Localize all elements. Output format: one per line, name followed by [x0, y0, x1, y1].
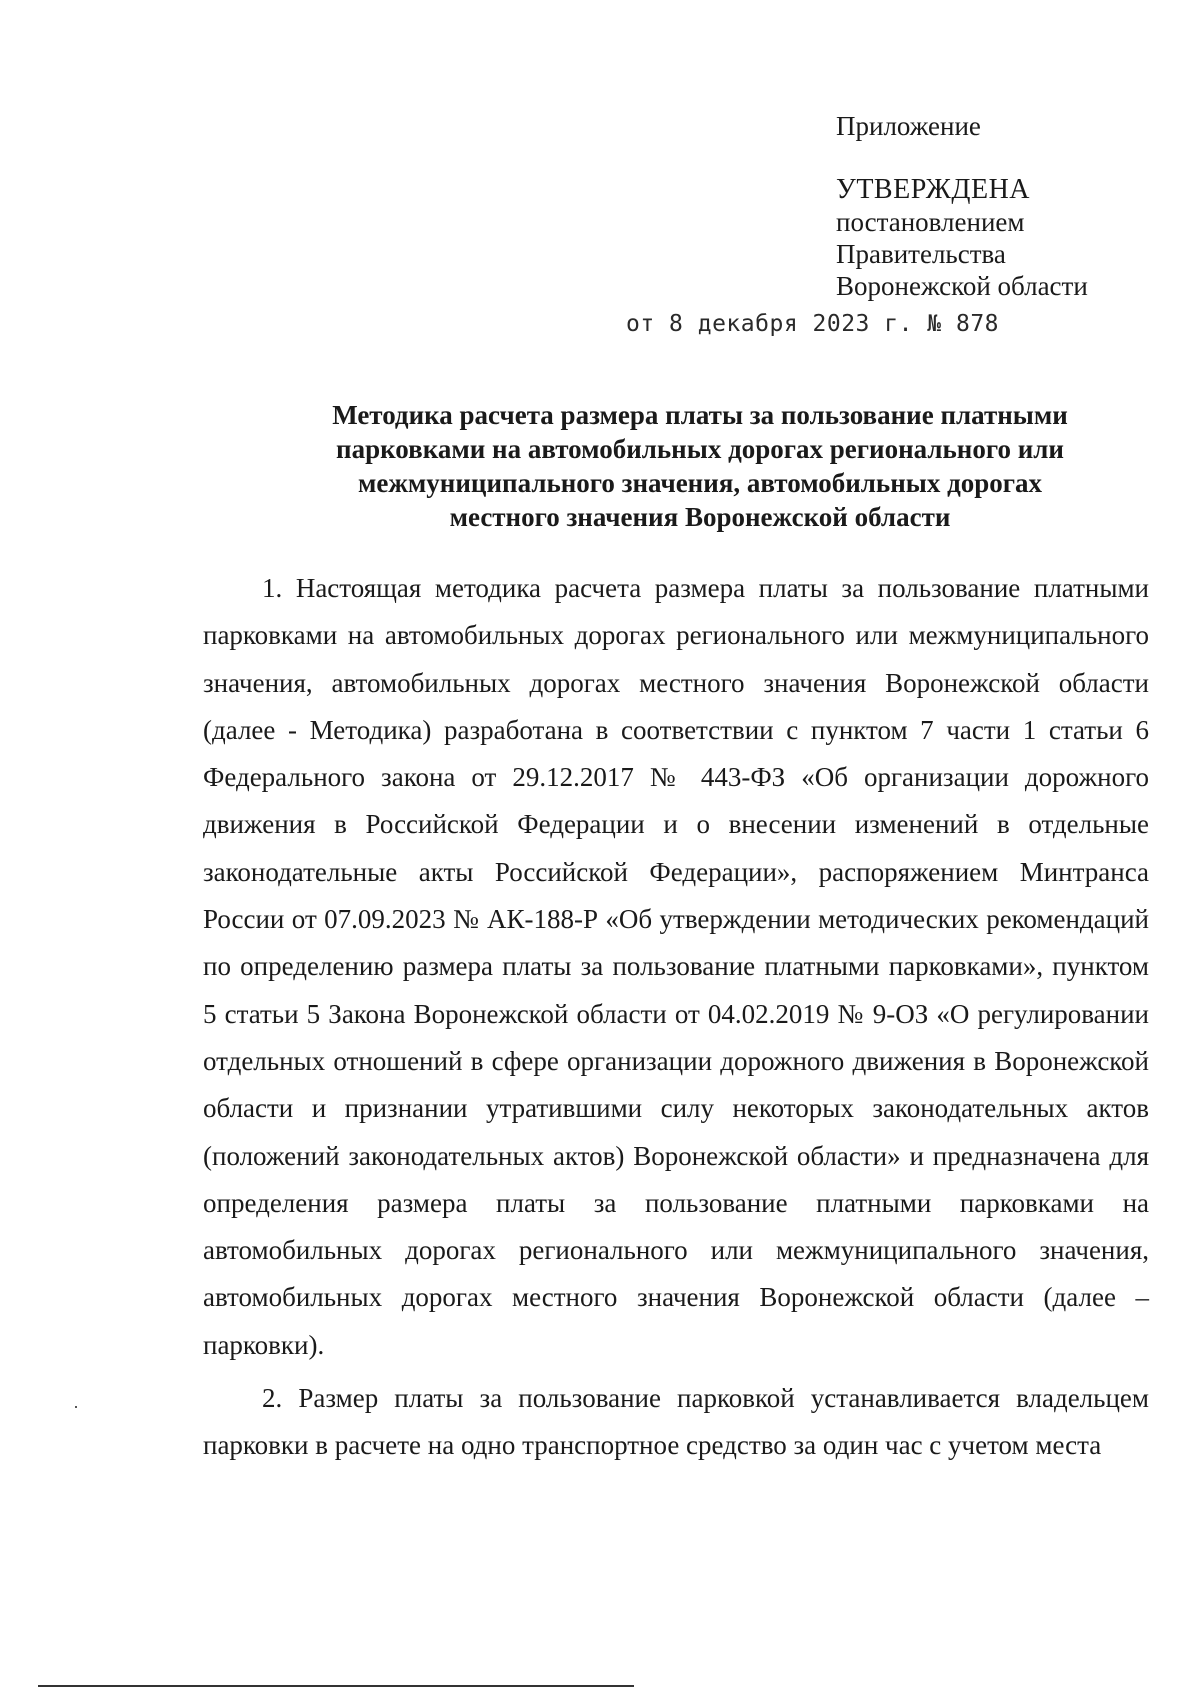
approved-heading: УТВЕРЖДЕНА	[836, 174, 1031, 205]
approval-line-3: Воронежской области	[836, 271, 1088, 301]
scan-speck	[75, 1406, 77, 1408]
title-line-4: местного значения Воронежской области	[449, 502, 951, 532]
title-line-2: парковками на автомобильных дорогах регионального или	[336, 434, 1064, 464]
decree-date-number: от 8 декабря 2023 г. № 878	[626, 311, 1000, 337]
appendix-label: Приложение	[836, 111, 981, 141]
approval-block	[836, 174, 1088, 302]
bottom-rule	[38, 1685, 634, 1687]
paragraph-1: 1. Настоящая методика расчета размера платы за пользование платными парковками на автомобильных дорогах регионального или межмуниципального значения, автомобильных дорогах местного значения Воронежской области (далее - Методика) разработана в соответствии с пунктом 7 части 1 статьи 6 Федерального закона от 29.12.2017 № 443-ФЗ «Об организации дорожного движения в Российской Федерации и о внесении изменений в отдельные законодательные акты Российской Федерации», распоряжением Минтранса России от 07.09.2023 № АК-188-Р «Об утверждении методических рекомендаций по определению размера платы за пользование платными парковками», пунктом 5 статьи 5 Закона Воронежской области от 04.02.2019 № 9-ОЗ «О регулировании отдельных отношений в сфере организации дорожного движения в Воронежской области и признании утратившими силу некоторых законодательных актов (положений законодательных актов) Воронежской области» и предназначена для определения размера платы за пользование платными парковками на автомобильных дорогах регионального или межмуниципального значения, автомобильных дорогах местного значения Воронежской области (далее – парковки).	[203, 573, 1149, 1360]
document-title	[200, 398, 1200, 534]
document-body	[203, 565, 1149, 1470]
title-line-1: Методика расчета размера платы за пользование платными	[332, 400, 1068, 430]
title-line-3: межмуниципального значения, автомобильных дорогах	[357, 468, 1043, 498]
approval-line-1: постановлением	[836, 207, 1025, 237]
approval-line-2: Правительства	[836, 239, 1006, 269]
paragraph-2: 2. Размер платы за пользование парковкой устанавливается владельцем парковки в расчете на одно транспортное средство за один час с учетом места	[203, 1383, 1149, 1461]
